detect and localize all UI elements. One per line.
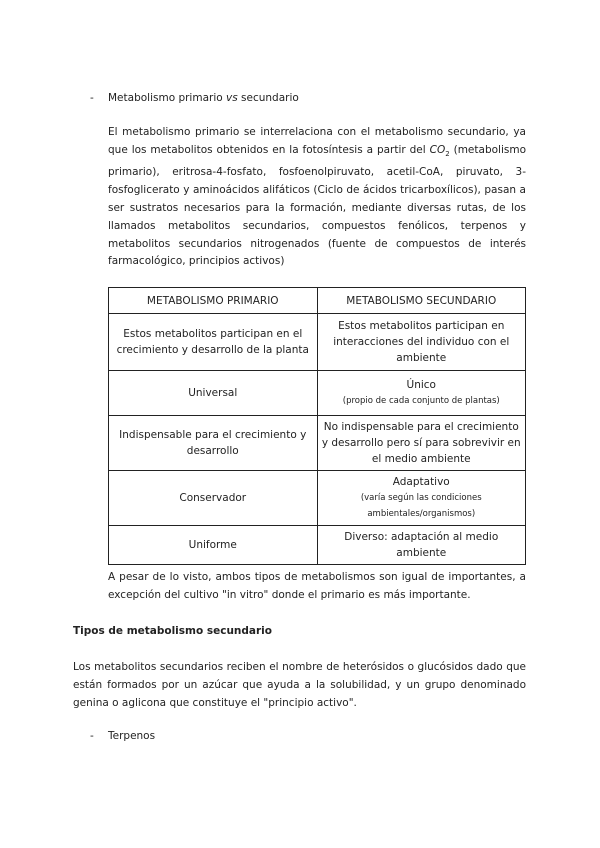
cell-secondary: No indispensable para el crecimiento y desarrollo pero sí para sobrevivir en el medio ambiente bbox=[317, 416, 526, 471]
cell-secondary-note: (varía según las condiciones ambientales/organismos) bbox=[360, 493, 482, 519]
heading-text: Metabolismo primario bbox=[108, 92, 227, 104]
intro-paragraph bbox=[108, 124, 526, 271]
table-row bbox=[109, 471, 526, 526]
table-header-row bbox=[109, 288, 526, 314]
cell-secondary-text: Único bbox=[406, 379, 436, 391]
after-table-paragraph: A pesar de lo visto, ambos tipos de metabolismos son igual de importantes, a excepción del cultivo "in vitro" donde el primario es más importante. bbox=[108, 571, 526, 601]
section-heading bbox=[108, 92, 299, 104]
cell-secondary: Estos metabolitos participan en interacciones del individuo con el ambiente bbox=[317, 314, 526, 371]
co2-subscript: 2 bbox=[445, 150, 450, 158]
section2-heading: Tipos de metabolismo secundario bbox=[73, 625, 272, 637]
list-item-terpenos: Terpenos bbox=[108, 730, 156, 742]
table-row bbox=[109, 371, 526, 416]
cell-secondary: Diverso: adaptación al medio ambiente bbox=[317, 526, 526, 565]
table-row bbox=[109, 416, 526, 471]
cell-primary: Universal bbox=[109, 371, 318, 416]
comparison-table bbox=[108, 287, 526, 565]
header-secondary: METABOLISMO SECUNDARIO bbox=[317, 288, 526, 314]
cell-primary: Indispensable para el crecimiento y desarrollo bbox=[109, 416, 318, 471]
cell-secondary-note: (propio de cada conjunto de plantas) bbox=[342, 396, 500, 406]
paragraph-text: El metabolismo primario se interrelaciona con el metabolismo secundario, ya que los metabolitos obtenidos en la fotosíntesis a partir del bbox=[108, 126, 526, 156]
cell-primary: Conservador bbox=[109, 471, 318, 526]
co2-formula: CO bbox=[429, 143, 446, 156]
heading-vs: vs bbox=[226, 92, 238, 104]
paragraph-text-cont: (metabolismo primario), eritrosa-4-fosfato, fosfoenolpiruvato, acetil-CoA, piruvato, 3-fosfoglicerato y aminoácidos alifáticos (Ciclo de ácidos tricarboxílicos), pasan a ser sustratos necesarios para la formación, mediante diversas rutas, de los llamados metabolitos secundarios, compuestos fenólicos, terpenos y metabolitos secundarios nitrogenados (fuente de compuestos de interés farmacológico, principios activos) bbox=[108, 143, 526, 268]
bullet-dash: - bbox=[90, 92, 94, 104]
cell-primary: Uniforme bbox=[109, 526, 318, 565]
cell-primary: Estos metabolitos participan en el crecimiento y desarrollo de la planta bbox=[109, 314, 318, 371]
header-primary: METABOLISMO PRIMARIO bbox=[109, 288, 318, 314]
cell-secondary bbox=[317, 371, 526, 416]
cell-secondary-text: Adaptativo bbox=[392, 476, 450, 488]
bullet-dash: - bbox=[90, 730, 94, 742]
table-row bbox=[109, 314, 526, 371]
cell-secondary bbox=[317, 471, 526, 526]
section2-paragraph: Los metabolitos secundarios reciben el nombre de heterósidos o glucósidos dado que están formados por un azúcar que ayuda a la solubilidad, y un grupo denominado genina o aglicona que constituye el "principio activo". bbox=[73, 661, 526, 709]
heading-text-suffix: secundario bbox=[237, 92, 299, 104]
table-row bbox=[109, 526, 526, 565]
